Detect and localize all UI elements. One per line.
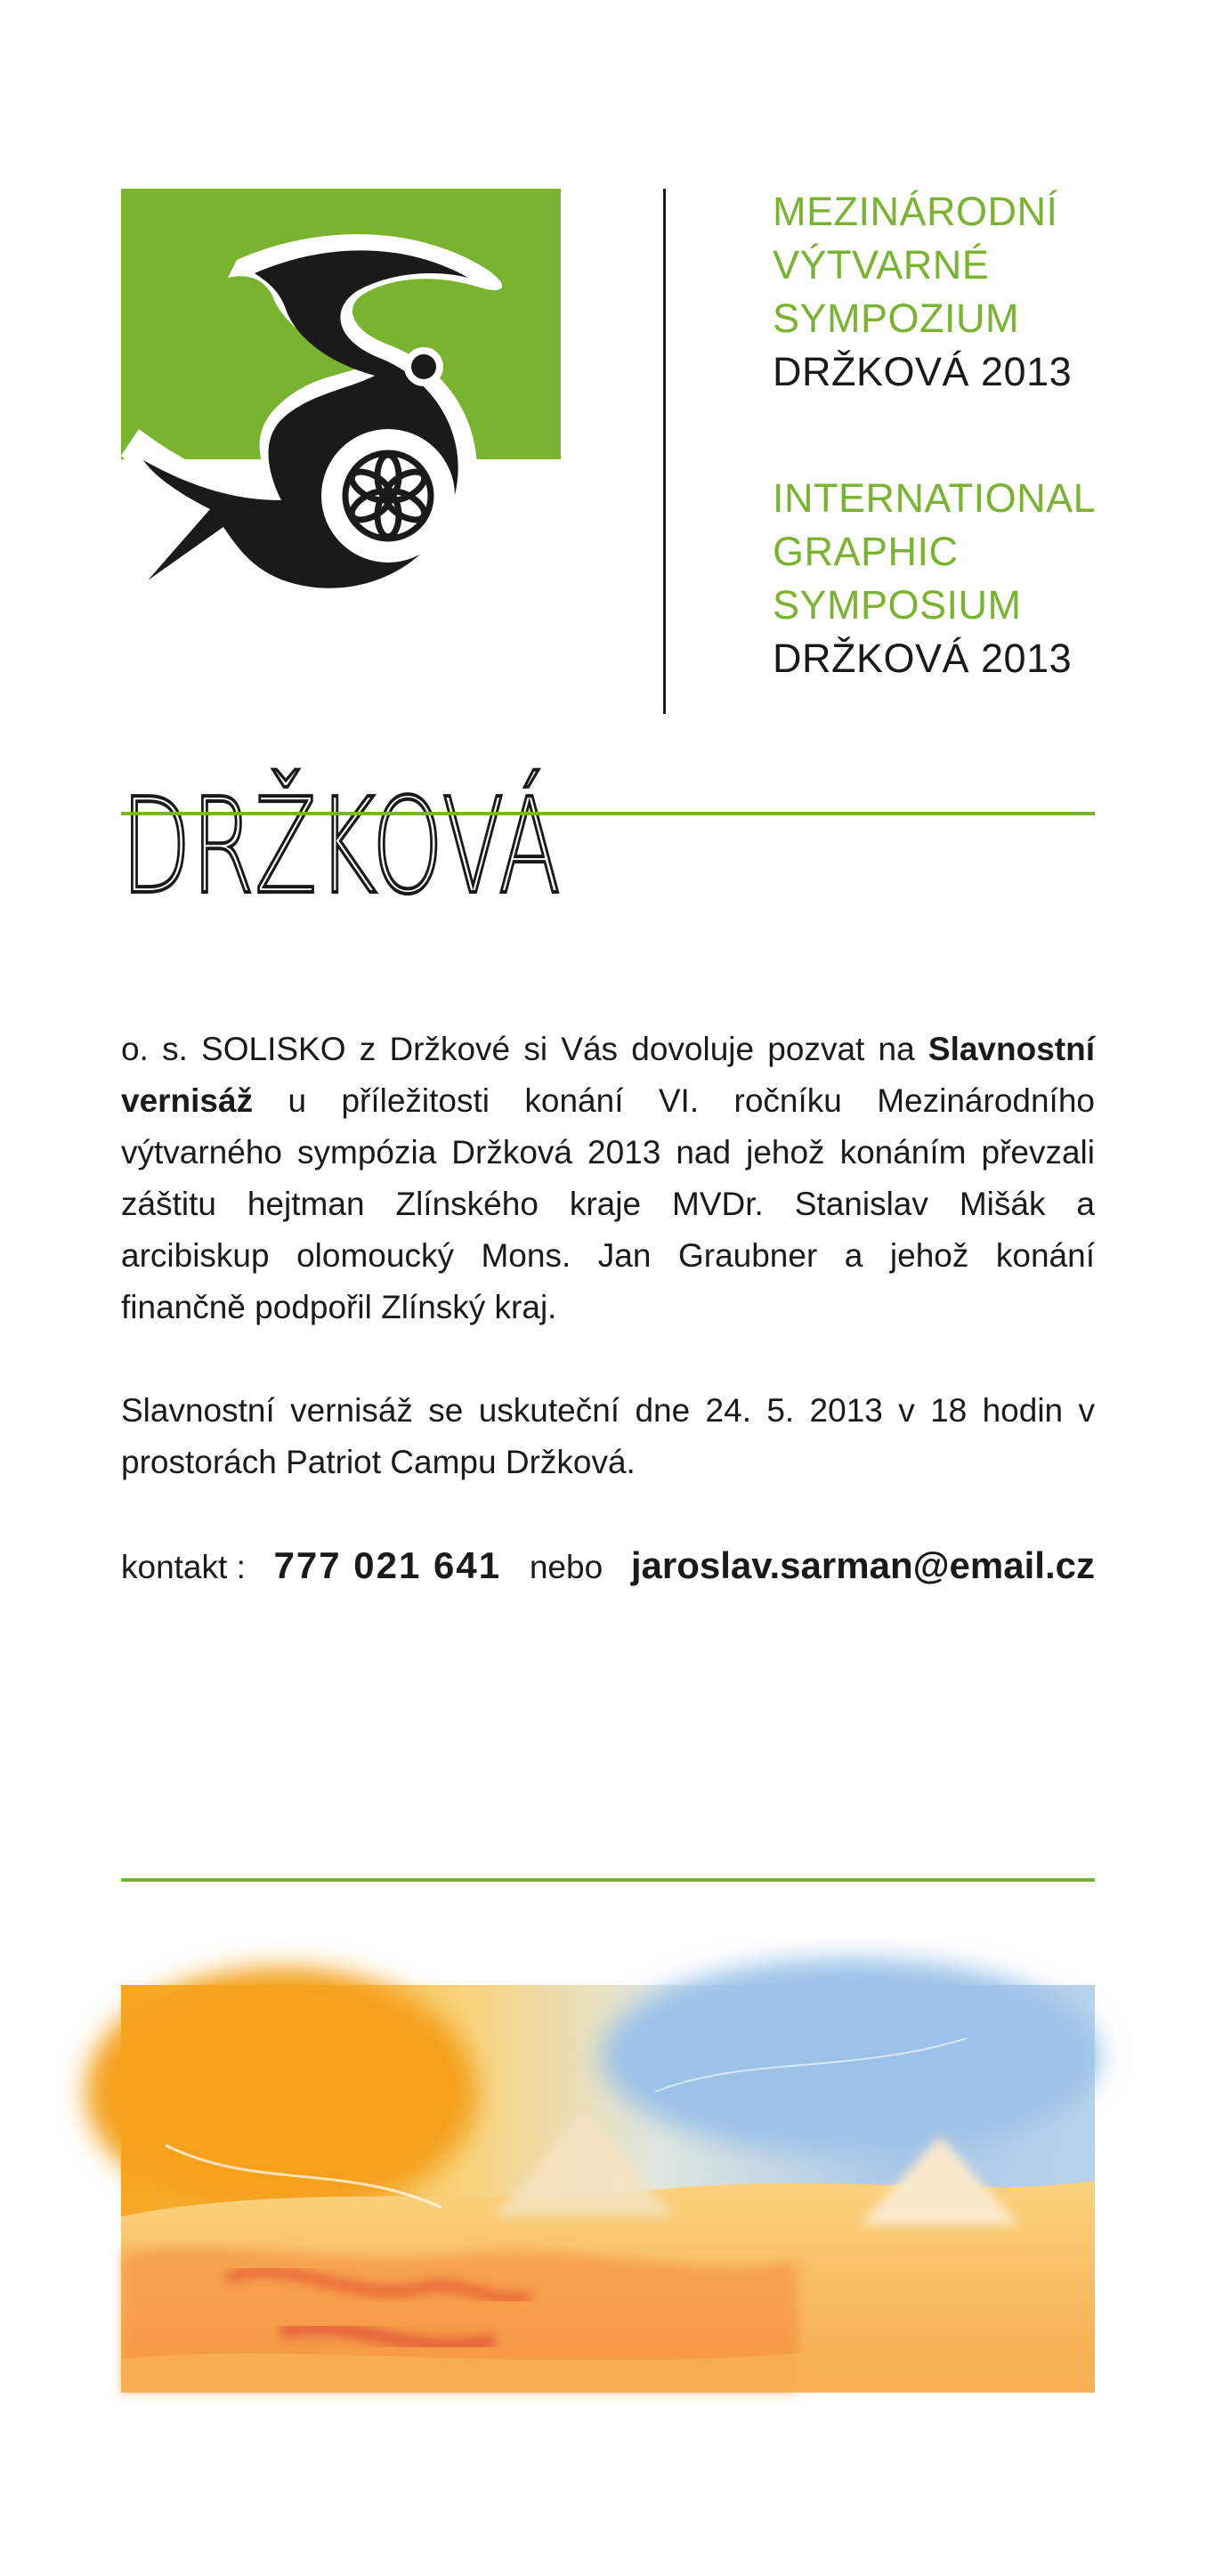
contact-or: nebo [529,1549,603,1585]
green-rule-top [121,812,1095,815]
contact-phone[interactable]: 777 021 641 [273,1544,502,1586]
contact-line [121,1540,1095,1593]
title-en-line-2: GRAPHIC [773,529,959,574]
invitation-paragraph [121,1024,1095,1333]
title-en-line-1: INTERNATIONAL [773,475,1097,521]
painting-image [121,1985,1095,2393]
wordmark-logo [121,733,757,923]
contact-email[interactable]: jaroslav.sarman@email.cz [630,1544,1095,1586]
ceremony-title: Slavnostní vernisáž [121,1031,1095,1119]
title-cz-line-2: VÝTVARNÉ [773,242,990,288]
event-date-paragraph: Slavnostní vernisáž se uskuteční dne 24. 5. 2013 v 18 hodin v prostorách Patriot Campu Držková. [121,1392,1095,1480]
title-cz-line-1: MEZINÁRODNÍ [773,189,1058,234]
title-cz-year: DRŽKOVÁ 2013 [773,349,1073,394]
green-rule-bottom [121,1878,1095,1882]
title-cz-line-3: SYMPOZIUM [773,296,1020,341]
contact-label: kontakt : [121,1549,246,1585]
logo-wordmark-text: DRŽKOVÁ [121,770,757,923]
bird-emblem-icon [121,189,566,723]
drzkova-logo [121,189,757,923]
vertical-divider [663,189,666,714]
symposium-title [773,185,1129,685]
title-en-line-3: SYMPOSIUM [773,582,1022,628]
invitation-text-end: u příležitosti konání VI. ročníku Mezinárodního výtvarného sympózia Držková 2013 nad jehož konáním převzali záštitu hejtman Zlínského kraje MVDr. Stanislav Mišák a arcibiskup olomoucký Mons. Jan Graubner a jehož konání finančně podpořil Zlínský kraj. [121,1082,1095,1325]
title-en-year: DRŽKOVÁ 2013 [773,636,1073,681]
invitation-text-start: o. s. SOLISKO z Držkové si Vás dovoluje pozvat na [121,1031,928,1067]
invitation-body [121,1024,1095,1593]
